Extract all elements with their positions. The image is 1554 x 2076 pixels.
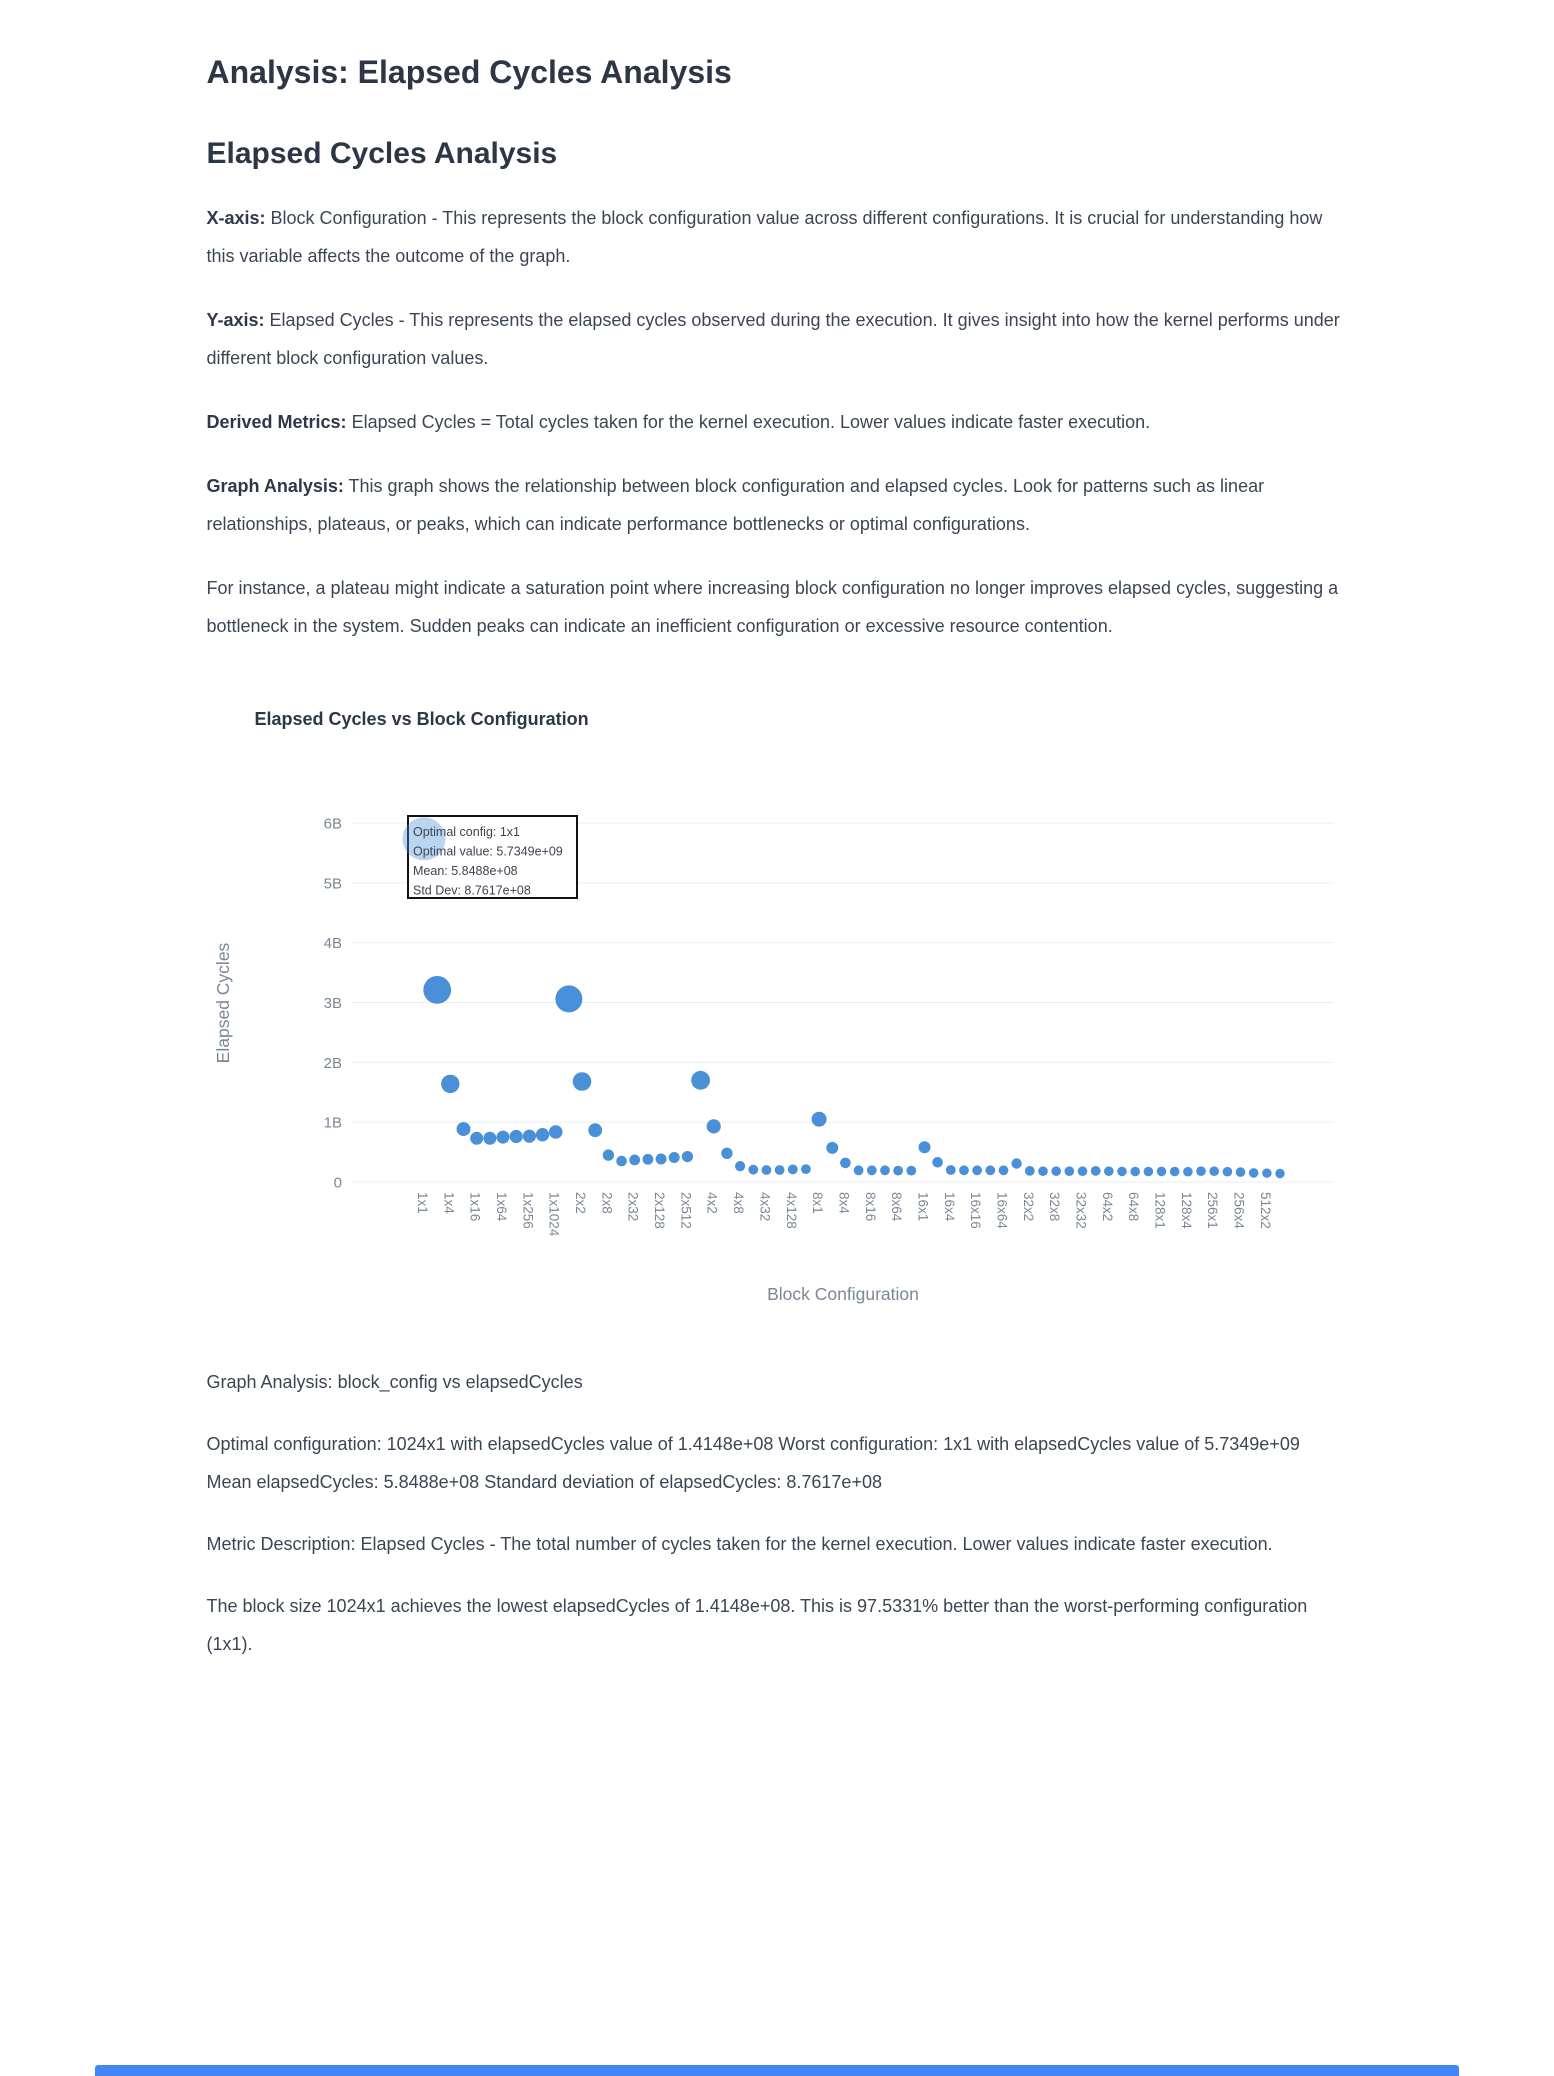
data-point[interactable] — [441, 1074, 459, 1092]
data-point[interactable] — [1038, 1166, 1048, 1176]
best-config-note: The block size 1024x1 achieves the lowest elapsedCycles of 1.4148e+08. This is 97.5331% better than the worst-performing configuration (1x1). — [206, 1595, 1308, 1654]
x-tick-label: 1x16 — [467, 1191, 483, 1221]
paragraph-label: Graph Analysis: — [206, 475, 344, 496]
y-axis-title: Elapsed Cycles — [212, 942, 233, 1063]
data-point[interactable] — [655, 1153, 666, 1164]
data-point[interactable] — [853, 1165, 863, 1175]
data-point[interactable] — [522, 1129, 535, 1142]
section-title: Elapsed Cycles Analysis — [206, 136, 558, 170]
x-tick-label: 1x1024 — [546, 1191, 562, 1236]
data-point[interactable] — [1183, 1166, 1193, 1176]
data-point[interactable] — [1262, 1168, 1271, 1177]
x-tick-label: 256x1 — [1204, 1191, 1220, 1229]
data-point[interactable] — [1209, 1166, 1219, 1176]
tooltip-line: Optimal value: 5.7349e+09 — [412, 844, 563, 859]
tooltip-line: Std Dev: 8.7617e+08 — [412, 883, 531, 898]
data-point[interactable] — [748, 1164, 758, 1174]
data-point[interactable] — [423, 976, 451, 1004]
next-section-partial-bar — [95, 2065, 1459, 2076]
paragraph-text: For instance, a plateau might indicate a saturation point where increasing block configuration no longer improves elapsed cycles, suggesting a bottleneck in the system. Sudden peaks can indicate an inefficient configuration or excessive resource contention. — [206, 577, 1339, 636]
paragraph-derived-metrics — [207, 403, 1348, 441]
data-point[interactable] — [972, 1165, 982, 1175]
data-point[interactable] — [959, 1165, 969, 1175]
data-point[interactable] — [616, 1155, 627, 1166]
x-tick-label: 2x2 — [572, 1191, 588, 1214]
paragraph-label: Derived Metrics: — [206, 411, 347, 432]
data-point[interactable] — [787, 1164, 797, 1174]
x-tick-label: 1x256 — [519, 1191, 535, 1229]
data-point[interactable] — [496, 1130, 509, 1143]
data-point[interactable] — [572, 1072, 591, 1091]
data-point[interactable] — [998, 1165, 1008, 1175]
x-tick-label: 32x2 — [1020, 1191, 1036, 1221]
x-tick-label: 16x16 — [967, 1191, 983, 1229]
scatter-chart[interactable] — [207, 740, 1348, 1320]
x-tick-label: 32x8 — [1046, 1191, 1062, 1221]
x-tick-label: 16x4 — [941, 1191, 957, 1221]
data-point[interactable] — [985, 1165, 995, 1175]
chart-area — [207, 740, 1348, 1325]
data-point[interactable] — [668, 1152, 679, 1163]
page — [0, 52, 1554, 2076]
data-point[interactable] — [866, 1165, 876, 1175]
page-title: Analysis: Elapsed Cycles Analysis — [206, 54, 732, 90]
metric-description: Metric Description: Elapsed Cycles - The total number of cycles taken for the kernel execution. Lower values indicate faster execution. — [206, 1533, 1273, 1554]
data-point[interactable] — [840, 1157, 851, 1168]
data-point[interactable] — [1117, 1166, 1127, 1176]
data-point[interactable] — [932, 1157, 943, 1168]
data-point[interactable] — [880, 1165, 890, 1175]
tooltip-line: Optimal config: 1x1 — [412, 824, 520, 839]
x-tick-label: 8x1 — [809, 1191, 825, 1214]
paragraph-text: This graph shows the relationship between block configuration and elapsed cycles. Look for patterns such as linear relationships, plateaus, or peaks, which can indicate performance bottlenecks or optimal configurations. — [206, 475, 1265, 534]
x-tick-label: 64x2 — [1099, 1191, 1115, 1221]
data-point[interactable] — [811, 1111, 826, 1126]
data-point[interactable] — [509, 1129, 522, 1142]
data-point[interactable] — [691, 1070, 710, 1089]
paragraph-text: Elapsed Cycles = Total cycles taken for the kernel execution. Lower values indicate faster execution. — [346, 411, 1151, 432]
y-tick-label: 3B — [323, 994, 342, 1012]
paragraph-text: Block Configuration - This represents the block configuration value across different configurations. It is crucial for understanding how this variable affects the outcome of the graph. — [206, 207, 1323, 266]
tooltip-line: Mean: 5.8488e+08 — [412, 863, 518, 878]
data-point[interactable] — [602, 1149, 613, 1160]
y-tick-label: 4B — [323, 934, 342, 952]
paragraph-label: X-axis: — [206, 207, 266, 228]
data-point[interactable] — [1169, 1166, 1179, 1176]
data-point[interactable] — [1064, 1166, 1074, 1176]
x-tick-label: 2x128 — [651, 1191, 667, 1229]
data-point[interactable] — [735, 1161, 745, 1171]
x-tick-label: 2x512 — [677, 1191, 693, 1229]
data-point[interactable] — [706, 1119, 720, 1133]
data-point[interactable] — [1235, 1167, 1245, 1177]
data-point[interactable] — [918, 1141, 930, 1153]
x-tick-label: 64x8 — [1125, 1191, 1141, 1221]
x-tick-label: 128x4 — [1178, 1191, 1194, 1229]
data-point[interactable] — [761, 1165, 771, 1175]
paragraph-graph-analysis — [207, 467, 1348, 543]
document — [207, 52, 1348, 1663]
x-tick-label: 8x64 — [888, 1191, 904, 1221]
x-tick-label: 1x1 — [414, 1191, 430, 1214]
summary-heading: Graph Analysis: block_config vs elapsedCycles — [206, 1371, 583, 1392]
x-tick-label: 8x4 — [835, 1191, 851, 1214]
data-point[interactable] — [629, 1154, 640, 1165]
data-point[interactable] — [721, 1147, 732, 1158]
data-point[interactable] — [1156, 1166, 1166, 1176]
chart-title: Elapsed Cycles vs Block Configuration — [254, 708, 589, 729]
data-point[interactable] — [1275, 1168, 1284, 1177]
data-point[interactable] — [1196, 1166, 1206, 1176]
data-point[interactable] — [1011, 1158, 1021, 1168]
data-point[interactable] — [483, 1131, 496, 1144]
x-tick-label: 4x128 — [783, 1191, 799, 1229]
data-point[interactable] — [906, 1165, 916, 1175]
x-tick-label: 32x32 — [1073, 1191, 1088, 1229]
y-tick-label: 0 — [333, 1174, 342, 1192]
data-point[interactable] — [1077, 1166, 1087, 1176]
data-point[interactable] — [801, 1164, 811, 1174]
data-point[interactable] — [555, 985, 582, 1012]
x-tick-label: 2x8 — [598, 1191, 614, 1214]
paragraph-text: Elapsed Cycles - This represents the elapsed cycles observed during the execution. It gives insight into how the kernel performs under different block configuration values. — [206, 309, 1340, 368]
x-tick-label: 128x1 — [1152, 1191, 1167, 1229]
x-tick-label: 1x64 — [493, 1191, 509, 1221]
x-tick-label: 256x4 — [1231, 1191, 1246, 1229]
summary-stats: Optimal configuration: 1024x1 with elapsedCycles value of 1.4148e+08 Worst configuration: 1x1 with elapsedCycles value of 5.7349e+09 Mean elapsedCycles: 5.8488e+08 Standard deviation of elapsedCycles: 8.7617e+08 — [206, 1433, 1300, 1492]
x-axis-title: Block Configuration — [766, 1283, 919, 1304]
x-tick-label: 1x4 — [440, 1191, 456, 1214]
data-point[interactable] — [774, 1165, 784, 1175]
x-tick-label: 16x1 — [915, 1191, 930, 1221]
data-point[interactable] — [681, 1151, 692, 1162]
data-point[interactable] — [1222, 1166, 1232, 1176]
chart-card — [207, 709, 1348, 1325]
data-point[interactable] — [1024, 1166, 1034, 1176]
y-tick-label: 2B — [323, 1054, 342, 1072]
y-tick-label: 5B — [323, 874, 342, 892]
data-point[interactable] — [548, 1125, 562, 1139]
data-point[interactable] — [893, 1165, 903, 1175]
data-point[interactable] — [642, 1153, 653, 1164]
data-point[interactable] — [535, 1128, 548, 1141]
x-tick-label: 512x2 — [1257, 1191, 1273, 1229]
data-point[interactable] — [1143, 1166, 1153, 1176]
x-tick-label: 4x32 — [756, 1191, 772, 1221]
data-point[interactable] — [470, 1131, 483, 1144]
x-tick-label: 4x8 — [730, 1191, 746, 1214]
data-point[interactable] — [588, 1123, 602, 1137]
x-tick-label: 2x32 — [625, 1191, 641, 1221]
data-point[interactable] — [1248, 1168, 1258, 1178]
y-tick-label: 6B — [323, 815, 342, 833]
data-point[interactable] — [1090, 1166, 1100, 1176]
paragraph-plateau-note — [207, 569, 1348, 645]
x-tick-label: 4x2 — [704, 1191, 720, 1214]
analysis-summary — [207, 1363, 1348, 1663]
x-tick-label: 16x64 — [994, 1191, 1009, 1229]
data-point[interactable] — [945, 1165, 955, 1175]
data-point[interactable] — [826, 1141, 838, 1153]
data-point[interactable] — [456, 1122, 470, 1136]
data-point[interactable] — [1051, 1166, 1061, 1176]
paragraph-label: Y-axis: — [206, 309, 265, 330]
paragraph-y-axis — [207, 301, 1348, 377]
data-point[interactable] — [1130, 1166, 1140, 1176]
x-tick-label: 8x16 — [862, 1191, 878, 1221]
paragraph-x-axis — [207, 199, 1348, 275]
y-tick-label: 1B — [323, 1114, 342, 1132]
data-point[interactable] — [1104, 1166, 1114, 1176]
